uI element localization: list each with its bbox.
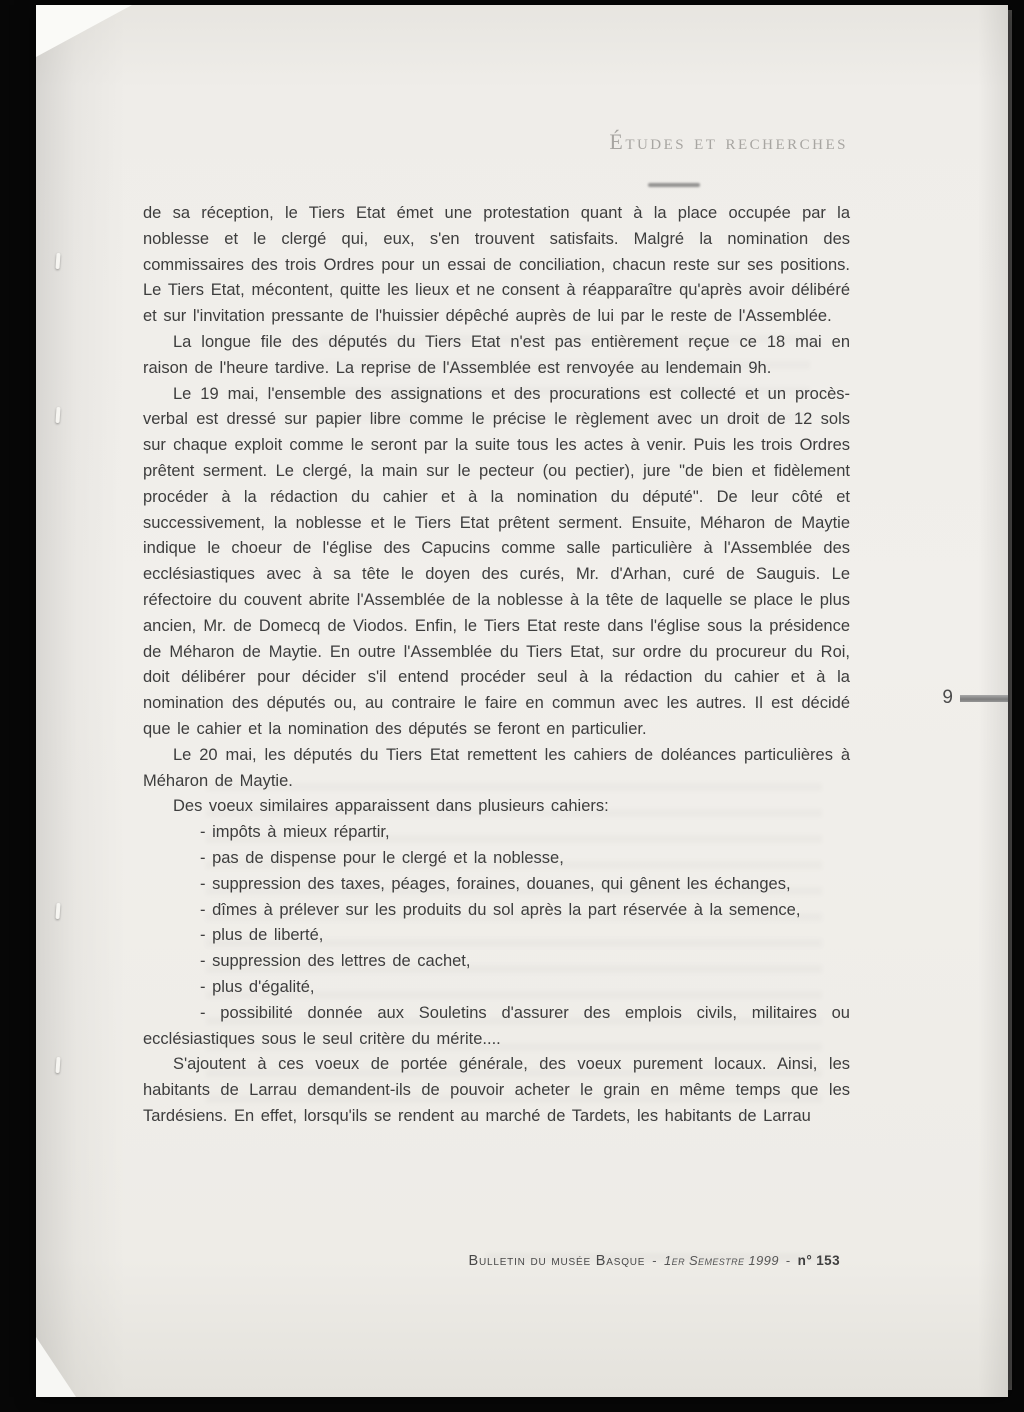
paragraph: Des voeux similaires apparaissent dans plusieurs cahiers: — [173, 797, 609, 816]
page-number-tab-bar — [960, 695, 1008, 702]
running-head: Études et recherches — [609, 129, 848, 154]
list-item: - dîmes à prélever sur les produits du sol après la part réservée à la semence, — [200, 900, 801, 919]
page-curl-bottom-left — [36, 1337, 76, 1397]
scan-artifact-dash — [648, 183, 700, 187]
list-item: - pas de dispense pour le clergé et la noblesse, — [200, 848, 564, 867]
paragraph: Le 20 mai, les députés du Tiers Etat remettent les cahiers de doléances particulières à Méharon de Maytie. — [143, 745, 850, 790]
footer-separator: - — [785, 1253, 791, 1268]
article-text — [143, 201, 850, 1130]
list-item: - plus de liberté, — [200, 926, 324, 945]
paragraph: S'ajoutent à ces voeux de portée générale, des voeux purement locaux. Ainsi, les habitants de Larrau demandent-ils de pouvoir acheter le grain en même temps que les Tardésiens. En effet, lorsqu'ils se rendent au marché de Tardets, les habitants de Larrau — [143, 1055, 850, 1125]
wishes-list — [143, 820, 850, 1052]
paragraph: La longue file des députés du Tiers Etat n'est pas entièrement reçue ce 18 mai en raison de l'heure tardive. La reprise de l'Assemblée est renvoyée au lendemain 9h. — [143, 332, 850, 377]
binding-stitch — [55, 903, 60, 919]
list-item: - possibilité donnée aux Souletins d'assurer des emplois civils, militaires ou ecclésiastiques sous le seul critère du mérite.... — [143, 1003, 850, 1048]
paragraph: Le 19 mai, l'ensemble des assignations et des procurations est collecté et un procès-verbal est dressé sur papier libre comme le précise le règlement avec un droit de 12 sols sur chaque exploit comme le seront par la suite tous les actes à venir. Puis les trois Ordres prêtent serment. Le clergé, la main sur le pecteur (ou pectier), jure "de bien et fidèlement procéder à la rédaction du cahier et à la nomination du député". De leur côté et successivement, la noblesse et le Tiers Etat prêtent serment. Ensuite, Méharon de Maytie indique le choeur de l'église des Capucins comme salle particulière à l'Assemblée des ecclésiastiques avec à sa tête le doyen des curés, Mr. d'Arhan, curé de Sauguis. Le réfectoire du couvent abrite l'Assemblée de la noblesse à la tête de laquelle se place le plus ancien, Mr. de Domecq de Viodos. Enfin, le Tiers Etat reste dans l'église sous la présidence de Méharon de Maytie. En outre l'Assemblée du Tiers Etat, sur ordre du procureur du Roi, doit délibérer pour décider s'il entend procéder seul à la rédaction du cahier et à la nomination des députés ou, au contraire le faire en commun avec les autres. Il est décidé que le cahier et la nomination des députés se feront en particulier. — [143, 384, 850, 738]
list-item: - impôts à mieux répartir, — [200, 823, 390, 842]
page-number: 9 — [942, 687, 953, 708]
binding-stitch — [55, 407, 60, 423]
footer-journal-title: Bulletin du musée Basque — [468, 1253, 646, 1269]
page-stack-edge — [1008, 10, 1012, 1390]
list-item: - suppression des lettres de cachet, — [200, 952, 471, 971]
page-curl-top-left — [36, 5, 132, 57]
binding-stitch — [55, 253, 60, 269]
margin-page-number — [942, 687, 1008, 709]
page-footer — [469, 1253, 841, 1269]
footer-issue-semester: 1er Semestre 1999 — [664, 1253, 779, 1268]
list-item: - plus d'égalité, — [200, 977, 315, 996]
list-item: - suppression des taxes, péages, foraines, douanes, qui gênent les échanges, — [200, 874, 791, 893]
footer-issue-number: n° 153 — [797, 1253, 840, 1268]
paragraph: de sa réception, le Tiers Etat émet une protestation quant à la place occupée par la noblesse et le clergé qui, eux, s'en trouvent satisfaits. Malgré la nomination des commissaires des trois Ordres pour un essai de conciliation, chacun reste sur ses positions. Le Tiers Etat, mécontent, quitte les lieux et ne consent à réapparaître qu'après avoir délibéré et sur l'invitation pressante de l'huissier dépêché auprès de lui par le reste de l'Assemblée. — [143, 204, 850, 326]
binding-stitch — [55, 1057, 60, 1073]
footer-separator: - — [652, 1253, 658, 1268]
page — [36, 5, 1008, 1397]
